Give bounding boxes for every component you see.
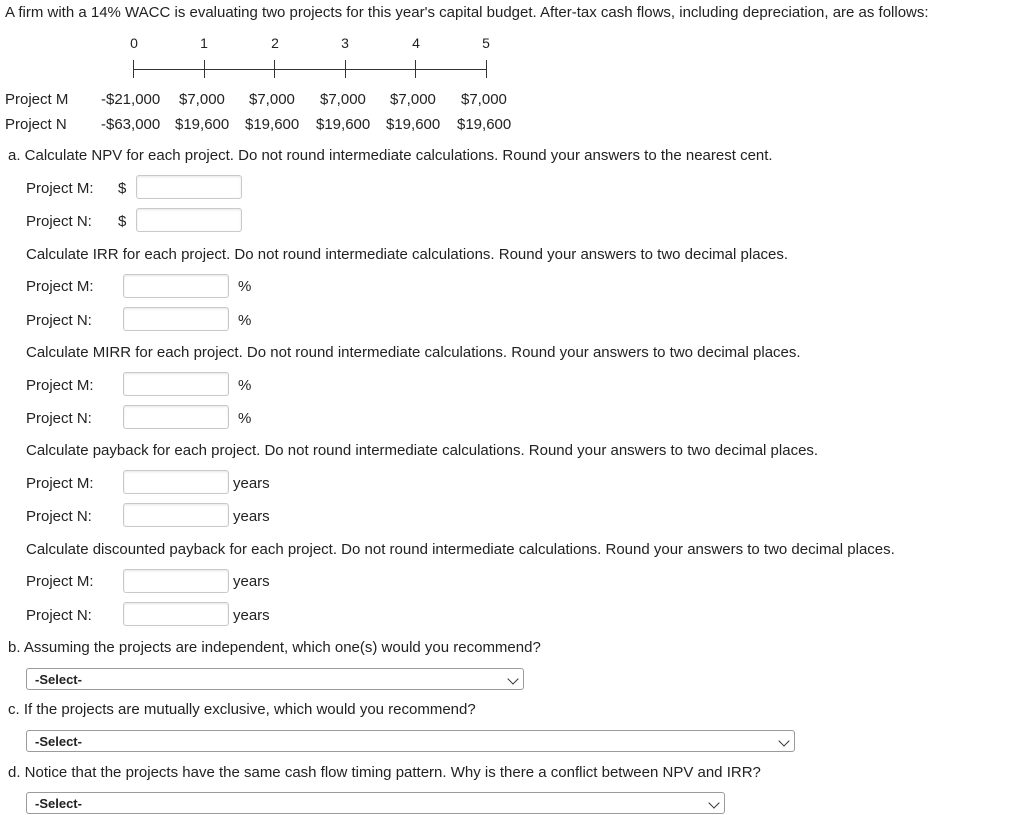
- cash-flow-cell: $19,600: [175, 116, 230, 133]
- currency-symbol: $: [118, 213, 127, 230]
- period-label: 0: [130, 35, 138, 51]
- irr-n-label: Project N:: [26, 312, 92, 329]
- part-d-question: d. Notice that the projects have the same cash flow timing pattern. Why is there a conflict between NPV and IRR?: [8, 764, 761, 781]
- cash-flow-cell: -$21,000: [101, 91, 161, 108]
- payback-n-input[interactable]: [123, 503, 229, 527]
- payback-question: Calculate payback for each project. Do not round intermediate calculations. Round your answers to two decimal places.: [26, 442, 819, 459]
- npv-n-input[interactable]: [136, 208, 242, 232]
- timeline-tick: [274, 60, 275, 78]
- timeline-tick: [486, 60, 487, 78]
- npv-question: a. Calculate NPV for each project. Do not round intermediate calculations. Round your answers to the nearest cent.: [8, 147, 773, 164]
- project-m-label: Project M: [5, 91, 69, 108]
- part-c-select[interactable]: [26, 730, 795, 752]
- select-value: -Select-: [35, 796, 82, 811]
- npv-m-input[interactable]: [136, 175, 242, 199]
- cash-flow-cell: $7,000: [461, 91, 507, 108]
- chevron-down-icon: [507, 673, 518, 684]
- timeline-tick: [133, 60, 134, 78]
- intro-text: A firm with a 14% WACC is evaluating two projects for this year's capital budget. After-tax cash flows, including depreciation, are as follows:: [5, 4, 929, 21]
- timeline-tick: [345, 60, 346, 78]
- irr-n-input[interactable]: [123, 307, 229, 331]
- cash-flow-cell: $7,000: [390, 91, 436, 108]
- cash-flow-cell: $19,600: [245, 116, 300, 133]
- payback-n-label: Project N:: [26, 508, 92, 525]
- years-unit: years: [233, 508, 270, 525]
- mirr-question: Calculate MIRR for each project. Do not round intermediate calculations. Round your answers to two decimal places.: [26, 344, 801, 361]
- cash-flow-cell: $19,600: [457, 116, 512, 133]
- npv-n-label: Project N:: [26, 213, 92, 230]
- cash-flow-cell: $7,000: [320, 91, 366, 108]
- years-unit: years: [233, 475, 270, 492]
- currency-symbol: $: [118, 180, 127, 197]
- period-label: 2: [271, 35, 279, 51]
- chevron-down-icon: [708, 797, 719, 808]
- percent-sign: %: [238, 278, 252, 295]
- period-label: 3: [341, 35, 349, 51]
- part-d-select[interactable]: [26, 792, 725, 814]
- part-c-question: c. If the projects are mutually exclusive, which would you recommend?: [8, 701, 476, 718]
- part-b-select[interactable]: [26, 668, 524, 690]
- npv-m-label: Project M:: [26, 180, 94, 197]
- timeline-axis: [133, 69, 486, 70]
- cash-flow-cell: $7,000: [249, 91, 295, 108]
- period-label: 4: [412, 35, 420, 51]
- mirr-n-label: Project N:: [26, 410, 92, 427]
- percent-sign: %: [238, 410, 252, 427]
- years-unit: years: [233, 573, 270, 590]
- mirr-n-input[interactable]: [123, 405, 229, 429]
- irr-question: Calculate IRR for each project. Do not round intermediate calculations. Round your answers to two decimal places.: [26, 246, 789, 263]
- part-b-question: b. Assuming the projects are independent, which one(s) would you recommend?: [8, 639, 541, 656]
- period-label: 1: [200, 35, 208, 51]
- cash-flow-cell: $19,600: [386, 116, 441, 133]
- chevron-down-icon: [778, 735, 789, 746]
- timeline-tick: [415, 60, 416, 78]
- dpayback-n-input[interactable]: [123, 602, 229, 626]
- dpayback-m-label: Project M:: [26, 573, 94, 590]
- period-label: 5: [482, 35, 490, 51]
- percent-sign: %: [238, 377, 252, 394]
- dpayback-n-label: Project N:: [26, 607, 92, 624]
- mirr-m-label: Project M:: [26, 377, 94, 394]
- cash-flow-cell: $7,000: [179, 91, 225, 108]
- mirr-m-input[interactable]: [123, 372, 229, 396]
- payback-m-label: Project M:: [26, 475, 94, 492]
- irr-m-input[interactable]: [123, 274, 229, 298]
- cash-flow-cell: -$63,000: [101, 116, 161, 133]
- timeline-tick: [204, 60, 205, 78]
- irr-m-label: Project M:: [26, 278, 94, 295]
- discounted-payback-question: Calculate discounted payback for each project. Do not round intermediate calculations. Round your answers to two decimal places.: [26, 541, 895, 558]
- percent-sign: %: [238, 312, 252, 329]
- years-unit: years: [233, 607, 270, 624]
- select-value: -Select-: [35, 672, 82, 687]
- project-n-label: Project N: [5, 116, 67, 133]
- cash-flow-cell: $19,600: [316, 116, 371, 133]
- dpayback-m-input[interactable]: [123, 569, 229, 593]
- payback-m-input[interactable]: [123, 470, 229, 494]
- select-value: -Select-: [35, 734, 82, 749]
